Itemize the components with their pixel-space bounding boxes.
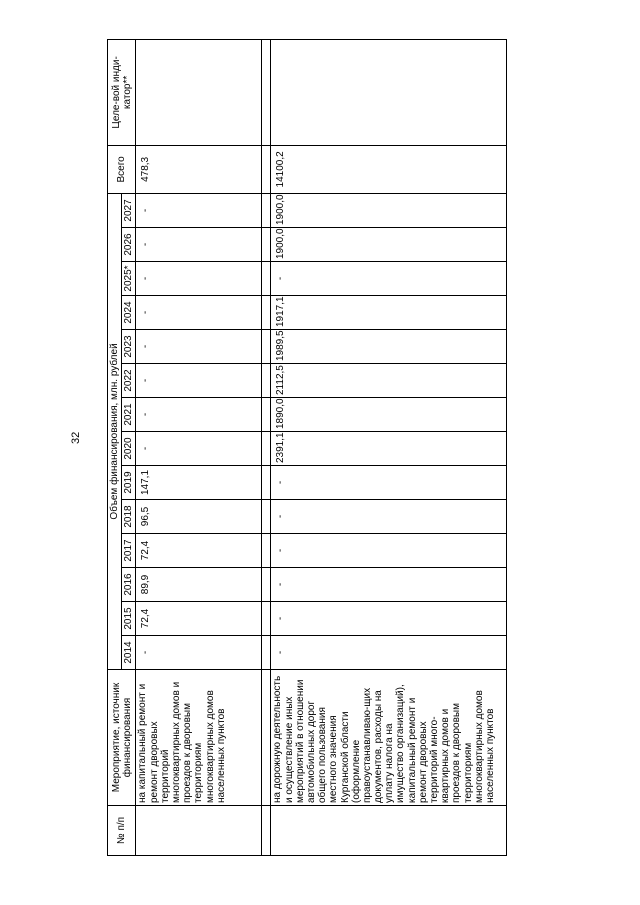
- row-indicator: [271, 39, 507, 145]
- header-year: 2021: [122, 398, 136, 432]
- row-value: -: [136, 193, 262, 227]
- header-year: 2018: [122, 500, 136, 534]
- header-year: 2017: [122, 534, 136, 568]
- table-row: [136, 39, 262, 855]
- row-value: 1900,0: [271, 193, 507, 227]
- row-value: 1917,1: [271, 296, 507, 330]
- row-value: -: [271, 500, 507, 534]
- row-value: 1900,0: [271, 228, 507, 262]
- row-value: -: [271, 534, 507, 568]
- row-value: 1989,5: [271, 330, 507, 364]
- row-value: 89,9: [136, 568, 262, 602]
- header-year: 2019: [122, 466, 136, 500]
- header-indicator: Целе-вой инди-катор**: [108, 39, 136, 145]
- row-value: 96,5: [136, 500, 262, 534]
- row-value: -: [136, 296, 262, 330]
- row-indicator: [136, 39, 262, 145]
- row-value: -: [136, 330, 262, 364]
- row-value: -: [136, 364, 262, 398]
- row-value: -: [271, 568, 507, 602]
- row-value: 1890,0: [271, 398, 507, 432]
- table-row-spacer: [262, 39, 271, 855]
- header-year: 2026: [122, 228, 136, 262]
- header-year: 2020: [122, 432, 136, 466]
- page-number: 32: [70, 431, 82, 444]
- row-value: -: [136, 228, 262, 262]
- row-value: 72,4: [136, 534, 262, 568]
- row-value: -: [136, 636, 262, 670]
- header-year: 2016: [122, 568, 136, 602]
- header-year: 2022: [122, 364, 136, 398]
- row-value: 2112,5: [271, 364, 507, 398]
- row-value: -: [271, 262, 507, 296]
- row-value: -: [136, 262, 262, 296]
- header-num: № п/п: [108, 806, 136, 856]
- header-year: 2027: [122, 193, 136, 227]
- header-year: 2014: [122, 636, 136, 670]
- header-year: 2025*: [122, 262, 136, 296]
- table-row: [271, 39, 507, 855]
- header-event: Мероприятие, источник финансирования: [108, 670, 136, 806]
- row-event: на дорожную деятельность и осуществление иных мероприятий в отношении автомобильных дорог общего пользования местного значения Курганской области (оформление правоустанавливаю-щих документов, расходы на уплату налога на имущество организаций), капитальный ремонт и ремонт дворовых территорий много-квартирных домов и проездов к дворовым территориям многоквартирных домов населенных пунктов: [271, 670, 507, 806]
- row-value: -: [136, 398, 262, 432]
- header-volume: Объем финансирования, млн. рублей: [108, 193, 122, 669]
- header-year: 2023: [122, 330, 136, 364]
- rotated-table-wrapper: [107, 40, 613, 856]
- row-value: -: [271, 636, 507, 670]
- row-value: 72,4: [136, 602, 262, 636]
- row-value: 2391,1: [271, 432, 507, 466]
- row-total: 478,3: [136, 145, 262, 193]
- row-value: -: [271, 466, 507, 500]
- row-value: 147,1: [136, 466, 262, 500]
- row-event: на капитальный ремонт и ремонт дворовых территорий многоквартирных домов и проездов к дворовым территориям многоквартирных домов населенных пунктов: [136, 670, 262, 806]
- row-value: -: [271, 602, 507, 636]
- row-value: -: [136, 432, 262, 466]
- financing-table: [107, 39, 507, 856]
- row-num: [136, 806, 262, 856]
- header-total: Всего: [108, 145, 136, 193]
- row-total: 14100,2: [271, 145, 507, 193]
- header-year: 2024: [122, 296, 136, 330]
- row-num: [271, 806, 507, 856]
- header-year: 2015: [122, 602, 136, 636]
